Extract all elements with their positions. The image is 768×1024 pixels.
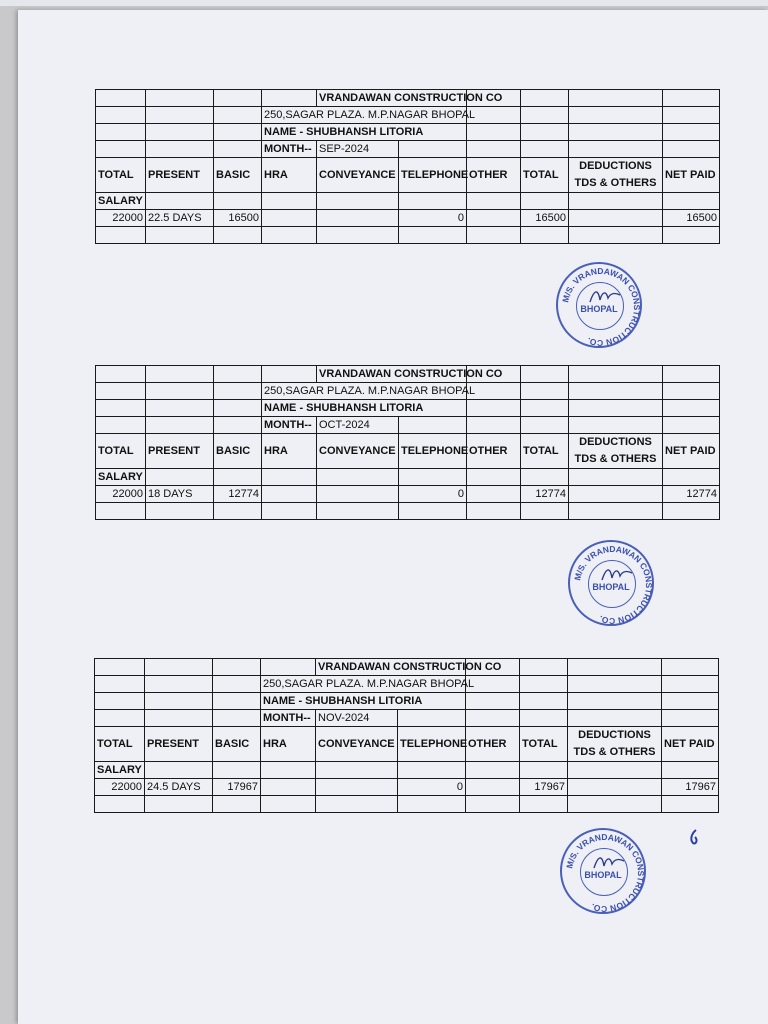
header-basic: BASIC — [213, 727, 261, 762]
header-hra: HRA — [262, 434, 317, 469]
company-address: 250,SAGAR PLAZA. M.P.NAGAR BHOPAL — [261, 676, 466, 693]
header-basic: BASIC — [214, 158, 262, 193]
header-hra: HRA — [261, 727, 316, 762]
employee-name: NAME - SHUBHANSH LITORIA — [261, 693, 466, 710]
header-other: OTHER — [467, 158, 521, 193]
header-present: PRESENT — [146, 434, 214, 469]
month-label: MONTH-- — [262, 417, 317, 434]
month-value: SEP-2024 — [317, 141, 399, 158]
header-other: OTHER — [467, 434, 521, 469]
table-row — [96, 486, 720, 503]
signature-icon — [592, 852, 626, 872]
header-total: TOTAL — [95, 727, 145, 762]
header-total2: TOTAL — [521, 158, 569, 193]
header-salary: SALARY — [95, 762, 145, 779]
total-value: 16500 — [521, 210, 569, 227]
company-address: 250,SAGAR PLAZA. M.P.NAGAR BHOPAL — [262, 383, 467, 400]
employee-name: NAME - SHUBHANSH LITORIA — [262, 400, 467, 417]
employee-name: NAME - SHUBHANSH LITORIA — [262, 124, 467, 141]
month-label: MONTH-- — [261, 710, 316, 727]
header-total: TOTAL — [96, 434, 146, 469]
month-value: NOV-2024 — [316, 710, 398, 727]
scan-top-edge — [0, 0, 768, 6]
company-stamp — [560, 828, 646, 914]
salary-slip-oct — [95, 365, 720, 520]
header-telephone: TELEPHONE — [398, 727, 466, 762]
telephone-value: 0 — [399, 210, 467, 227]
total-salary: 22000 — [96, 210, 146, 227]
total-salary: 22000 — [95, 779, 145, 796]
total-salary: 22000 — [96, 486, 146, 503]
company-name: VRANDAWAN CONSTRUCTION CO — [317, 366, 467, 383]
company-stamp — [556, 262, 642, 348]
signature-icon — [600, 564, 634, 584]
telephone-value: 0 — [398, 779, 466, 796]
stamp-city: BHOPAL — [584, 870, 622, 880]
header-salary: SALARY — [96, 193, 146, 210]
header-deductions: DEDUCTIONS TDS & OTHERS — [569, 434, 663, 469]
net-paid-value: 16500 — [663, 210, 720, 227]
total-value: 17967 — [520, 779, 568, 796]
header-telephone: TELEPHONE — [399, 158, 467, 193]
present-days: 22.5 DAYS — [146, 210, 214, 227]
net-paid-value: 17967 — [662, 779, 719, 796]
header-conveyance: CONVEYANCE — [316, 727, 398, 762]
header-net-paid: NET PAID — [662, 727, 719, 762]
header-total2: TOTAL — [521, 434, 569, 469]
month-label: MONTH-- — [262, 141, 317, 158]
telephone-value: 0 — [399, 486, 467, 503]
salary-slip-sep — [95, 89, 720, 244]
header-net-paid: NET PAID — [663, 434, 720, 469]
header-present: PRESENT — [146, 158, 214, 193]
header-conveyance: CONVEYANCE — [317, 158, 399, 193]
header-net-paid: NET PAID — [663, 158, 720, 193]
header-hra: HRA — [262, 158, 317, 193]
company-address: 250,SAGAR PLAZA. M.P.NAGAR BHOPAL — [262, 107, 467, 124]
header-basic: BASIC — [214, 434, 262, 469]
basic-value: 16500 — [214, 210, 262, 227]
table-row — [96, 210, 720, 227]
ink-mark-icon — [688, 828, 700, 846]
company-name: VRANDAWAN CONSTRUCTION CO — [316, 659, 466, 676]
svg-text:M/S. VRANDAWAN CONSTRUCTION CO: M/S. VRANDAWAN CONSTRUCTION CO. — [572, 543, 655, 627]
table-row — [95, 779, 719, 796]
header-total: TOTAL — [96, 158, 146, 193]
company-stamp — [568, 540, 654, 626]
signature-icon — [588, 286, 622, 306]
svg-text:M/S. VRANDAWAN CONSTRUCTION CO: M/S. VRANDAWAN CONSTRUCTION CO. — [564, 831, 647, 915]
header-telephone: TELEPHONE — [399, 434, 467, 469]
total-value: 12774 — [521, 486, 569, 503]
present-days: 24.5 DAYS — [145, 779, 213, 796]
header-deductions: DEDUCTIONS TDS & OTHERS — [569, 158, 663, 193]
company-name: VRANDAWAN CONSTRUCTION CO — [317, 90, 467, 107]
header-deductions: DEDUCTIONS TDS & OTHERS — [568, 727, 662, 762]
header-total2: TOTAL — [520, 727, 568, 762]
header-conveyance: CONVEYANCE — [317, 434, 399, 469]
basic-value: 17967 — [213, 779, 261, 796]
header-present: PRESENT — [145, 727, 213, 762]
svg-text:M/S. VRANDAWAN CONSTRUCTION CO: M/S. VRANDAWAN CONSTRUCTION CO. — [560, 265, 643, 349]
header-salary: SALARY — [96, 469, 146, 486]
basic-value: 12774 — [214, 486, 262, 503]
stamp-city: BHOPAL — [592, 582, 630, 592]
stamp-city: BHOPAL — [580, 304, 618, 314]
month-value: OCT-2024 — [317, 417, 399, 434]
present-days: 18 DAYS — [146, 486, 214, 503]
salary-slip-nov — [94, 658, 719, 813]
header-other: OTHER — [466, 727, 520, 762]
net-paid-value: 12774 — [663, 486, 720, 503]
